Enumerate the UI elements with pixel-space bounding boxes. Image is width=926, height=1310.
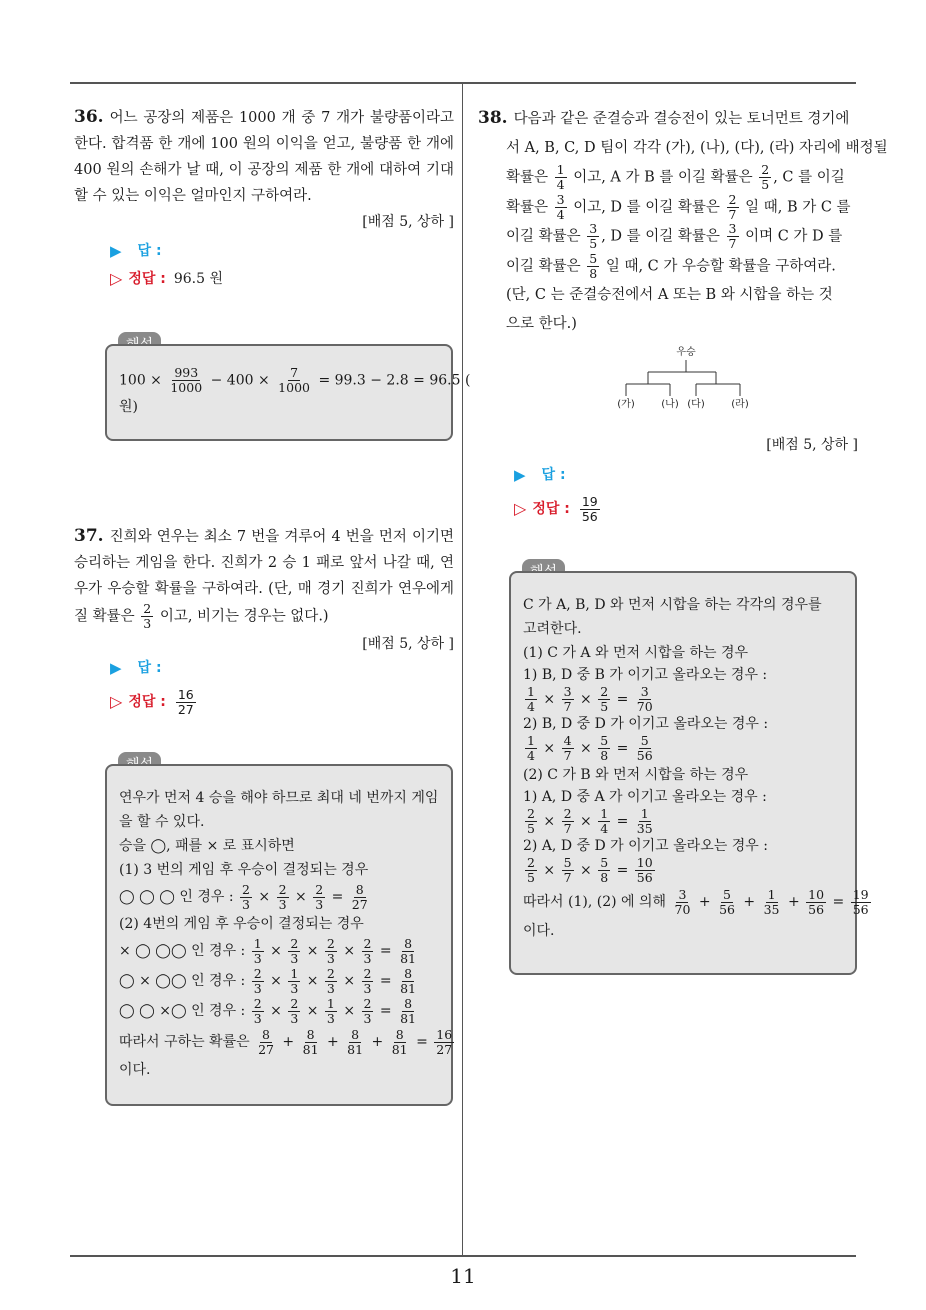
fraction: $\frac{2}{3}$ xyxy=(143,601,152,631)
question-text: 어느 공장의 제품은 1000 개 중 7 개가 불량품이라고 한다. 합격품 한 개에 100 원의 이익을 얻고, 불량품 한 개에 400 원의 손해가 날 때, 이 공장의 제품 한 개에 대하여 기대할 수 있는 이익은 얼마인지 구하여라. xyxy=(74,110,454,204)
score-meta: [배점 5, 상하 ] xyxy=(362,636,454,652)
score-meta: [배점 5, 상하 ] xyxy=(766,437,858,453)
solution-text: = 99.3 − 2.8 = 96.5 ( xyxy=(318,372,471,389)
fraction: $\frac{2}{3}$ xyxy=(253,965,262,996)
question-line: 서 A, B, C, D 팀이 각각 (가), (나), (다), (라) 자리에 배정될 xyxy=(506,140,888,156)
fraction: $\frac{5}{8}$ xyxy=(600,733,609,763)
top-rule xyxy=(70,82,856,84)
case-subtitle: 2) A, D 중 D 가 이기고 올라오는 경우 : xyxy=(523,838,768,854)
fraction: $\frac{10}{56}$ xyxy=(636,855,653,885)
diagram-slot: (라) xyxy=(731,399,749,410)
correct-answer-row xyxy=(514,492,858,526)
fraction: $\frac{8}{81}$ xyxy=(400,995,417,1026)
correct-fraction: $\frac{16}{27}$ xyxy=(177,686,194,717)
page-number: 11 xyxy=(450,1264,476,1288)
solution-text: C 가 A, B, D 와 먼저 시합을 하는 각각의 경우를 xyxy=(523,597,822,613)
solution-text: 고려한다. xyxy=(523,621,582,637)
question-37 xyxy=(74,523,454,657)
fraction: $\frac{2}{3}$ xyxy=(326,935,335,966)
case-title: (2) C 가 B 와 먼저 시합을 하는 경우 xyxy=(523,767,749,783)
fraction: $\frac{2}{3}$ xyxy=(363,965,372,996)
fraction: $\frac{1}{4}$ xyxy=(527,733,535,763)
question-text: 이고, 비기는 경우는 없다.) xyxy=(159,608,329,625)
fraction: $\frac{7}{1000}$ xyxy=(278,365,310,395)
question-36 xyxy=(74,104,454,235)
case-row: × ◯ ◯◯ 인 경우 : $\frac{1}{3}$ × $\frac{2}{3}$ × $\frac{2}{3}$ × $\frac{2}{3}$ = $\frac{8}{81}$ xyxy=(119,935,417,966)
question-line: 확률은 $\frac{1}{4}$ 이고, A 가 B 를 이길 확률은 $\frac{2}{5}$ , C 를 이길 xyxy=(506,162,845,192)
correct-triangle-icon: ▷ xyxy=(514,499,527,518)
fraction: $\frac{3}{7}$ xyxy=(563,684,572,714)
correct-value: 96.5 원 xyxy=(173,271,223,287)
case-row: ◯ × ◯◯ 인 경우 : $\frac{2}{3}$ × $\frac{1}{3}$ × $\frac{2}{3}$ × $\frac{2}{3}$ = $\frac{8}{81}$ xyxy=(119,965,417,996)
answer-label: 답 : xyxy=(137,243,162,259)
fraction: $\frac{2}{3}$ xyxy=(363,935,372,966)
question-number: 36. xyxy=(74,107,104,127)
fraction: $\frac{5}{56}$ xyxy=(636,733,653,763)
answer-triangle-icon: ▶ xyxy=(110,242,122,260)
diagram-slot: (가) xyxy=(617,399,635,410)
case-subtitle: 2) B, D 중 D 가 이기고 올라오는 경우 : xyxy=(523,716,769,732)
fraction: $\frac{2}{3}$ xyxy=(290,995,299,1026)
answer-row xyxy=(514,462,858,488)
fraction: $\frac{1}{35}$ xyxy=(636,806,653,836)
case-row: ◯ ◯ ×◯ 인 경우 : $\frac{2}{3}$ × $\frac{2}{3}$ × $\frac{1}{3}$ × $\frac{2}{3}$ = $\frac{8}{81}$ xyxy=(119,995,417,1026)
case-title: (1) 3 번의 게임 후 우승이 결정되는 경우 xyxy=(119,862,369,878)
question-number: 38. xyxy=(478,108,508,128)
question-line: 확률은 $\frac{3}{4}$ 이고, D 를 이길 확률은 $\frac{2}{7}$ 일 때, B 가 C 를 xyxy=(506,191,851,222)
final-row: 따라서 (1), (2) 에 의해 $\frac{3}{70}$ + $\frac{5}{56}$ + $\frac{1}{35}$ + $\frac{10}{56}$ = $\frac{19}{56}$ xyxy=(523,886,869,917)
fraction: $\frac{1}{4}$ xyxy=(600,806,609,836)
answer-triangle-icon: ▶ xyxy=(110,659,122,677)
fraction: $\frac{1}{3}$ xyxy=(253,935,262,966)
correct-label: 정답 : xyxy=(128,694,166,710)
answer-label: 답 : xyxy=(137,660,162,676)
fraction: $\frac{8}{81}$ xyxy=(400,965,417,996)
fraction: $\frac{2}{5}$ xyxy=(600,684,609,714)
correct-label: 정답 : xyxy=(532,501,570,517)
column-divider xyxy=(462,84,463,1256)
case-title: (1) C 가 A 와 먼저 시합을 하는 경우 xyxy=(523,645,749,661)
case-title: (2) 4번의 게임 후 우승이 결정되는 경우 xyxy=(119,916,364,932)
correct-triangle-icon: ▷ xyxy=(110,692,123,711)
fraction: $\frac{2}{3}$ xyxy=(363,995,372,1026)
solution-text: 승을 ◯, 패를 × 로 표시하면 xyxy=(119,838,295,854)
solution-text: 이다. xyxy=(119,1062,151,1078)
bottom-rule xyxy=(70,1255,856,1257)
correct-fraction: $\frac{19}{56}$ xyxy=(581,493,598,524)
diagram-slot: (나) xyxy=(661,399,679,410)
case-subtitle: 1) A, D 중 A 가 이기고 올라오는 경우 : xyxy=(523,789,767,805)
question-36-text xyxy=(74,104,454,209)
question-37-text xyxy=(74,523,454,631)
answer-row xyxy=(110,655,454,681)
case-row: $\frac{2}{5}$ × $\frac{5}{7}$ × $\frac{5}{8}$ = $\frac{10}{56}$ xyxy=(527,855,653,885)
solution-text: 연우가 먼저 4 승을 해야 하므로 최대 네 번까지 게임을 할 수 있다. xyxy=(119,790,439,830)
fraction: $\frac{993}{1000}$ xyxy=(170,365,203,395)
question-line: 38. 다음과 같은 준결승과 결승전이 있는 토너먼트 경기에 xyxy=(478,108,850,128)
fraction: $\frac{2}{5}$ xyxy=(527,855,535,885)
solution-text: 원) xyxy=(119,399,138,415)
correct-answer-row xyxy=(110,266,454,292)
fraction: $\frac{2}{3}$ xyxy=(290,935,299,966)
fraction: $\frac{2}{5}$ xyxy=(527,806,535,836)
diagram-top-label: 우승 xyxy=(676,347,696,358)
fraction: $\frac{3}{70}$ xyxy=(636,684,653,714)
answer-label: 답 : xyxy=(541,467,566,483)
solution-box-38 xyxy=(509,571,869,975)
question-text: 진희와 연우는 최소 7 번을 겨루어 4 번을 먼저 이기면 승리하는 게임을 한다. 진희가 2 승 1 패로 앞서 나갈 때, 연우가 우승할 확률을 구하여라. (단, 매 경기 진희가 연우에게 질 확률은 xyxy=(74,529,454,625)
case-row: ◯ ◯ ◯ 인 경우 : $\frac{2}{3}$ × $\frac{2}{3}$ × $\frac{2}{3}$ = $\frac{8}{27}$ xyxy=(119,881,368,912)
fraction: $\frac{2}{7}$ xyxy=(563,806,572,836)
fraction: $\frac{5}{8}$ xyxy=(600,855,609,885)
final-row: 따라서 구하는 확률은 $\frac{8}{27}$ + $\frac{8}{81}$ + $\frac{8}{81}$ + $\frac{8}{81}$ = $\frac{16}{27}$ xyxy=(119,1026,453,1057)
question-line: (단, C 는 준결승전에서 A 또는 B 와 시합을 하는 것 xyxy=(506,287,833,303)
case-row: $\frac{1}{4}$ × $\frac{3}{7}$ × $\frac{2}{5}$ = $\frac{3}{70}$ xyxy=(527,684,653,714)
solution-text: 이다. xyxy=(523,923,555,939)
case-row: $\frac{1}{4}$ × $\frac{4}{7}$ × $\frac{5}{8}$ = $\frac{5}{56}$ xyxy=(527,733,653,763)
answer-triangle-icon: ▶ xyxy=(514,466,526,484)
correct-answer-row xyxy=(110,685,454,719)
solution-text: 100 × xyxy=(119,372,162,389)
question-line: 이길 확률은 $\frac{3}{5}$ , D 를 이길 확률은 $\frac{3}{7}$ 이며 C 가 D 를 xyxy=(506,221,843,251)
solution-box-36 xyxy=(105,344,471,441)
answer-37 xyxy=(74,655,454,719)
case-row: $\frac{2}{5}$ × $\frac{2}{7}$ × $\frac{1}{4}$ = $\frac{1}{35}$ xyxy=(527,806,653,836)
fraction: $\frac{5}{7}$ xyxy=(563,855,572,885)
solution-box-37 xyxy=(105,764,453,1106)
question-38 xyxy=(478,104,888,339)
correct-triangle-icon: ▷ xyxy=(110,269,123,288)
fraction: $\frac{2}{3}$ xyxy=(253,995,262,1026)
question-number: 37. xyxy=(74,526,104,546)
diagram-slot: (다) xyxy=(687,399,705,410)
fraction: $\frac{4}{7}$ xyxy=(563,733,572,763)
fraction: $\frac{1}{4}$ xyxy=(527,684,535,714)
answer-row xyxy=(110,238,454,264)
question-line: 으로 한다.) xyxy=(506,316,577,332)
answer-38 xyxy=(478,462,858,526)
question-38-meta xyxy=(478,432,858,458)
correct-label: 정답 : xyxy=(128,271,166,287)
fraction: $\frac{1}{3}$ xyxy=(290,965,299,996)
fraction: $\frac{2}{3}$ xyxy=(326,965,335,996)
score-meta: [배점 5, 상하 ] xyxy=(362,214,454,230)
tournament-diagram xyxy=(600,340,760,415)
solution-text: − 400 × xyxy=(210,372,270,389)
case-subtitle: 1) B, D 중 B 가 이기고 올라오는 경우 : xyxy=(523,667,768,683)
fraction: $\frac{8}{81}$ xyxy=(400,935,417,966)
fraction: $\frac{1}{3}$ xyxy=(326,995,335,1026)
answer-36 xyxy=(74,238,454,292)
question-line: 이길 확률은 $\frac{5}{8}$ 일 때, C 가 우승할 확률을 구하여라. xyxy=(506,250,836,281)
